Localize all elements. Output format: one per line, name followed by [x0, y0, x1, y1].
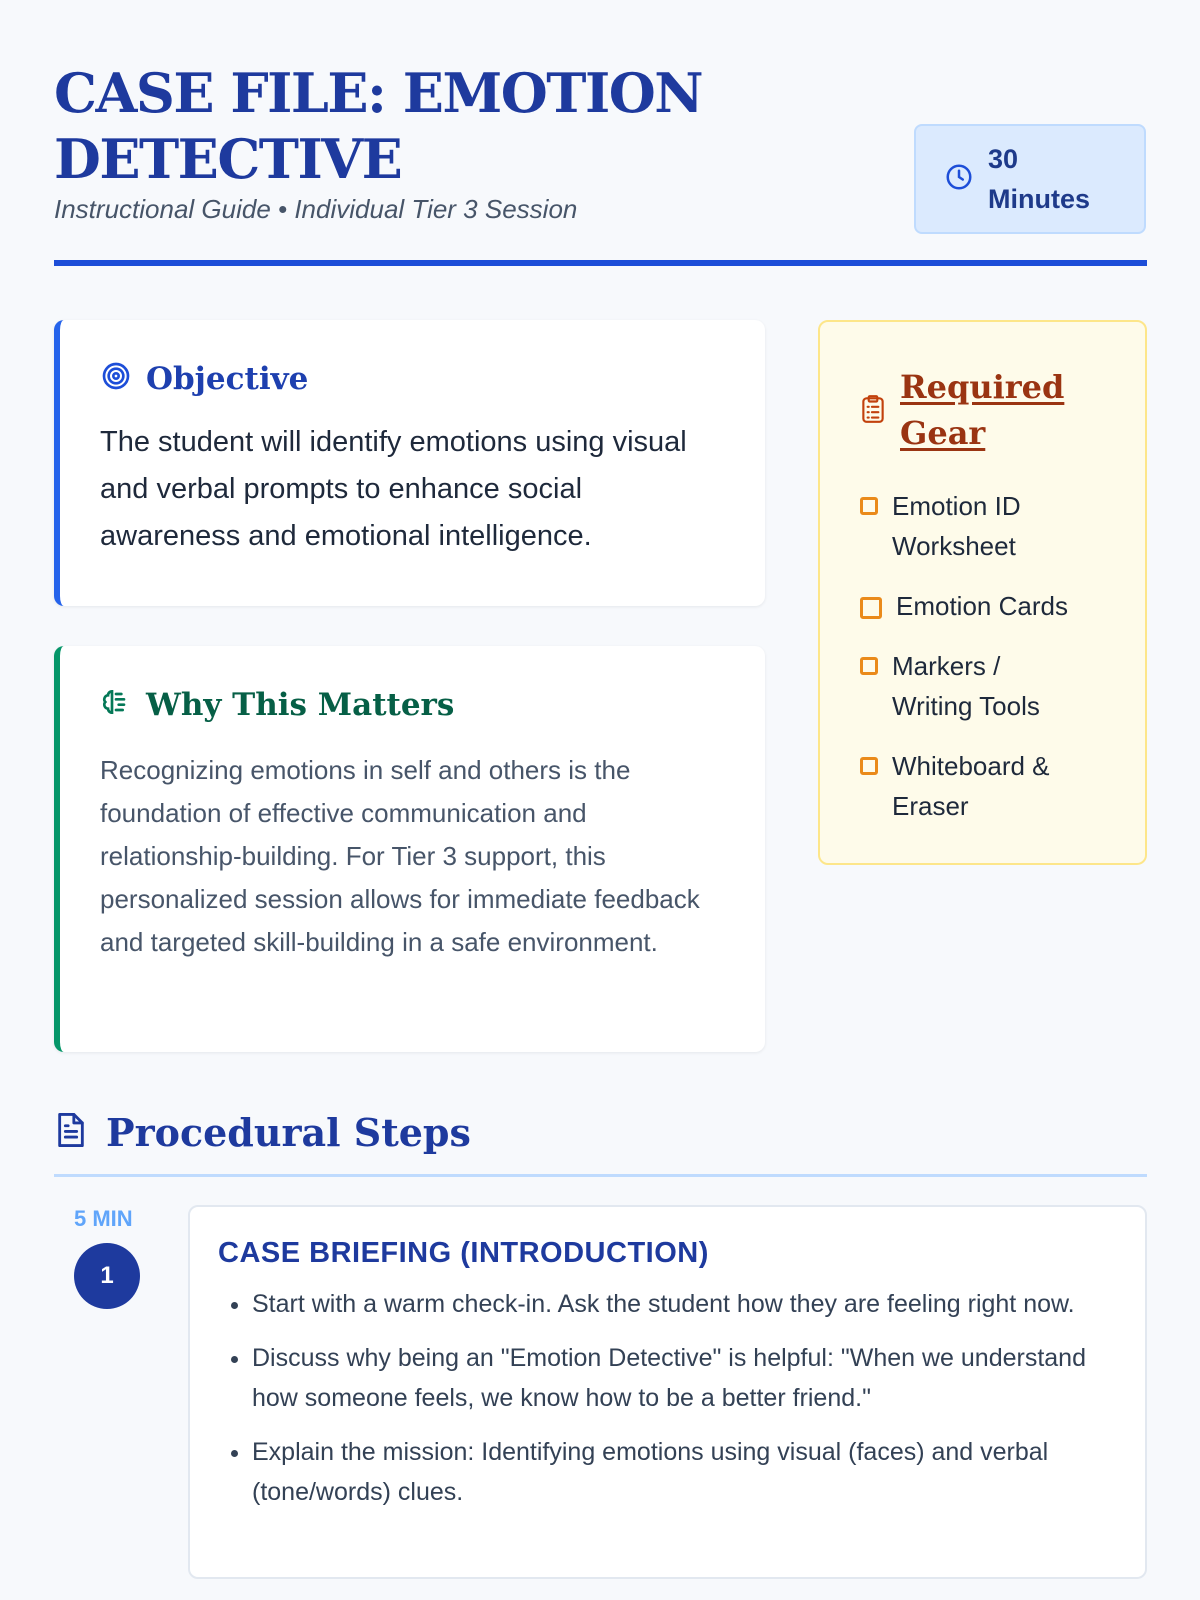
step-bullet: • Start with a warm check-in. Ask the student how they are feeling right now. [252, 1284, 1117, 1324]
brain-icon [100, 686, 132, 723]
page-subtitle: Instructional Guide • Individual Tier 3 Session [54, 194, 578, 224]
gear-item[interactable] [860, 486, 1105, 566]
clipboard-icon [860, 394, 886, 429]
duration-badge [914, 124, 1146, 234]
page-header [54, 60, 1147, 225]
document-icon [54, 1111, 88, 1154]
step-card [188, 1205, 1147, 1579]
procedural-heading: Procedural Steps [106, 1110, 471, 1155]
objective-heading: Objective [146, 360, 309, 397]
duration-text: 30 Minutes [988, 144, 1091, 214]
gear-item-label: Emotion Cards [896, 591, 1068, 621]
gear-item[interactable] [860, 586, 1105, 626]
checkbox-icon[interactable] [860, 497, 878, 515]
step-duration: 5 MIN [74, 1206, 133, 1231]
gear-item-label: Emotion ID Worksheet [892, 491, 1021, 561]
page-title: CASE FILE: EMOTION DETECTIVE [54, 61, 703, 191]
header-divider [54, 260, 1147, 266]
gear-item-label: Whiteboard & Eraser [892, 751, 1050, 821]
checkbox-icon[interactable] [860, 757, 878, 775]
why-text: Recognizing emotions in self and others is the foundation of effective communication and relationship-building. For Tier 3 support, this personalized session allows for immediate feedback and targeted skill-building in a safe environment. [100, 755, 700, 957]
procedural-heading-row [54, 1110, 471, 1155]
procedural-divider [54, 1174, 1147, 1177]
checkbox-icon[interactable] [860, 657, 878, 675]
step-title: CASE BRIEFING (INTRODUCTION) [218, 1237, 709, 1269]
step-bullet: • Discuss why being an "Emotion Detective" is helpful: "When we understand how someone feels, we know how to be a better friend." [252, 1338, 1117, 1418]
step-number: 1 [74, 1243, 140, 1309]
gear-list [860, 486, 1105, 826]
required-gear-panel [818, 320, 1147, 865]
target-icon [100, 360, 132, 397]
gear-heading: Required Gear [900, 368, 1065, 452]
clock-icon [944, 162, 974, 197]
checkbox-icon[interactable] [860, 597, 882, 619]
step-bullets [218, 1284, 1117, 1512]
why-heading: Why This Matters [146, 686, 455, 723]
objective-card [54, 320, 765, 606]
gear-item[interactable] [860, 746, 1105, 826]
gear-item[interactable] [860, 646, 1105, 726]
why-card [54, 646, 765, 1052]
step-bullet: • Explain the mission: Identifying emotions using visual (faces) and verbal (tone/words) clues. [252, 1432, 1117, 1512]
objective-text: The student will identify emotions using visual and verbal prompts to enhance social awareness and emotional intelligence. [100, 426, 687, 552]
gear-item-label: Markers / Writing Tools [892, 651, 1040, 721]
